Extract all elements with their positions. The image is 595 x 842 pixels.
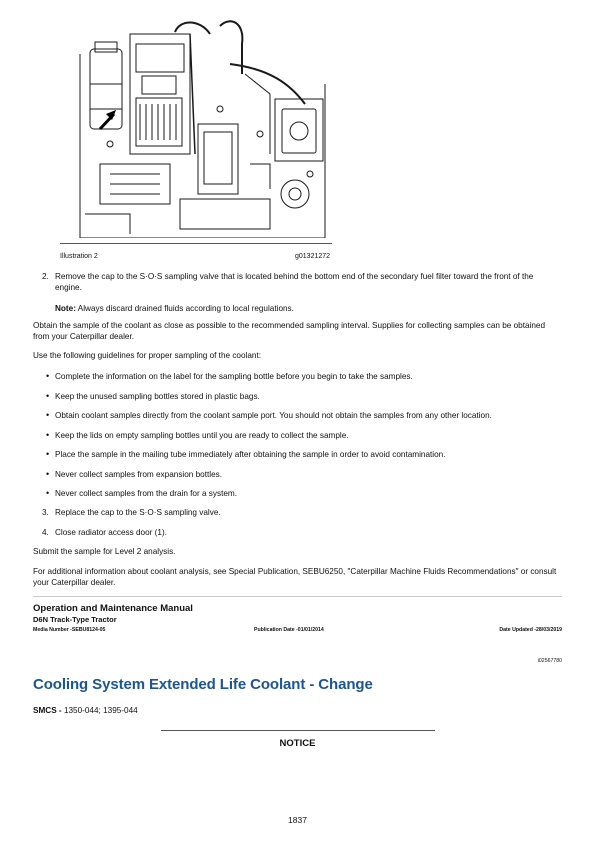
list-item: Keep the lids on empty sampling bottles until you are ready to collect the sample. xyxy=(55,431,349,440)
bullet-icon: • xyxy=(46,469,50,479)
notice-heading: NOTICE xyxy=(279,738,316,749)
bullet-icon: • xyxy=(46,391,50,401)
doc-id: i02567780 xyxy=(537,658,562,664)
list-item: Place the sample in the mailing tube immediately after obtaining the sample in order to avoid contamination. xyxy=(55,450,446,459)
notice-rule xyxy=(161,730,435,731)
bullet-icon: • xyxy=(46,449,50,459)
note xyxy=(55,304,560,315)
bullet-icon: • xyxy=(46,410,50,420)
media-number: Media Number -SEBU8124-05 xyxy=(33,627,106,633)
paragraph: Submit the sample for Level 2 analysis. xyxy=(33,547,176,556)
smcs-values: 1350-044; 1395-044 xyxy=(63,706,138,715)
manual-title: Operation and Maintenance Manual xyxy=(33,603,193,614)
model-name: D6N Track-Type Tractor xyxy=(33,615,117,624)
step-number: 2. xyxy=(42,272,49,281)
list-item: Obtain coolant samples directly from the coolant sample port. You should not obtain the samples from any other location. xyxy=(55,411,492,420)
paragraph: Use the following guidelines for proper sampling of the coolant: xyxy=(33,351,262,360)
figure-caption-code: g01321272 xyxy=(295,253,331,260)
note-text: Always discard drained fluids according to local regulations. xyxy=(77,304,294,313)
step-text: Replace the cap to the S·O·S sampling valve. xyxy=(55,508,221,517)
step-text: Close radiator access door (1). xyxy=(55,528,167,537)
bullet-icon: • xyxy=(46,488,50,498)
caption-rule xyxy=(60,243,332,244)
paragraph: For additional information about coolant analysis, see Special Publication, SEBU6250, "Caterpillar Machine Fluids Recommendations" or consult your Caterpillar dealer. xyxy=(33,567,557,587)
section-divider xyxy=(33,596,562,597)
bullet-icon: • xyxy=(46,371,50,381)
paragraph: Obtain the sample of the coolant as close as possible to the recommended sampling interval. Supplies for collecting samples can be obtained from your Caterpillar dealer. xyxy=(33,321,546,341)
list-item: Keep the unused sampling bottles stored in plastic bags. xyxy=(55,392,260,401)
smcs-codes xyxy=(33,706,138,715)
list-item: Complete the information on the label for the sampling bottle before you begin to take the samples. xyxy=(55,372,413,381)
note-label: Note: xyxy=(55,304,76,313)
list-item: Never collect samples from expansion bottles. xyxy=(55,470,223,479)
list-item: Never collect samples from the drain for a system. xyxy=(55,489,238,498)
bullet-icon: • xyxy=(46,430,50,440)
step-number: 4. xyxy=(42,528,49,537)
figure-caption-label: Illustration 2 xyxy=(60,253,98,260)
step-text: Remove the cap to the S·O·S sampling valve that is located behind the bottom end of the secondary fuel filter toward the front of the engine. xyxy=(55,272,534,292)
publication-date: Publication Date -01/01/2014 xyxy=(254,627,324,633)
step-number: 3. xyxy=(42,508,49,517)
date-updated: Date Updated -28/03/2019 xyxy=(499,627,562,633)
engine-illustration xyxy=(70,14,332,238)
section-title: Cooling System Extended Life Coolant - Change xyxy=(33,676,373,693)
page-number: 1837 xyxy=(288,815,307,825)
smcs-label: SMCS - xyxy=(33,706,62,715)
